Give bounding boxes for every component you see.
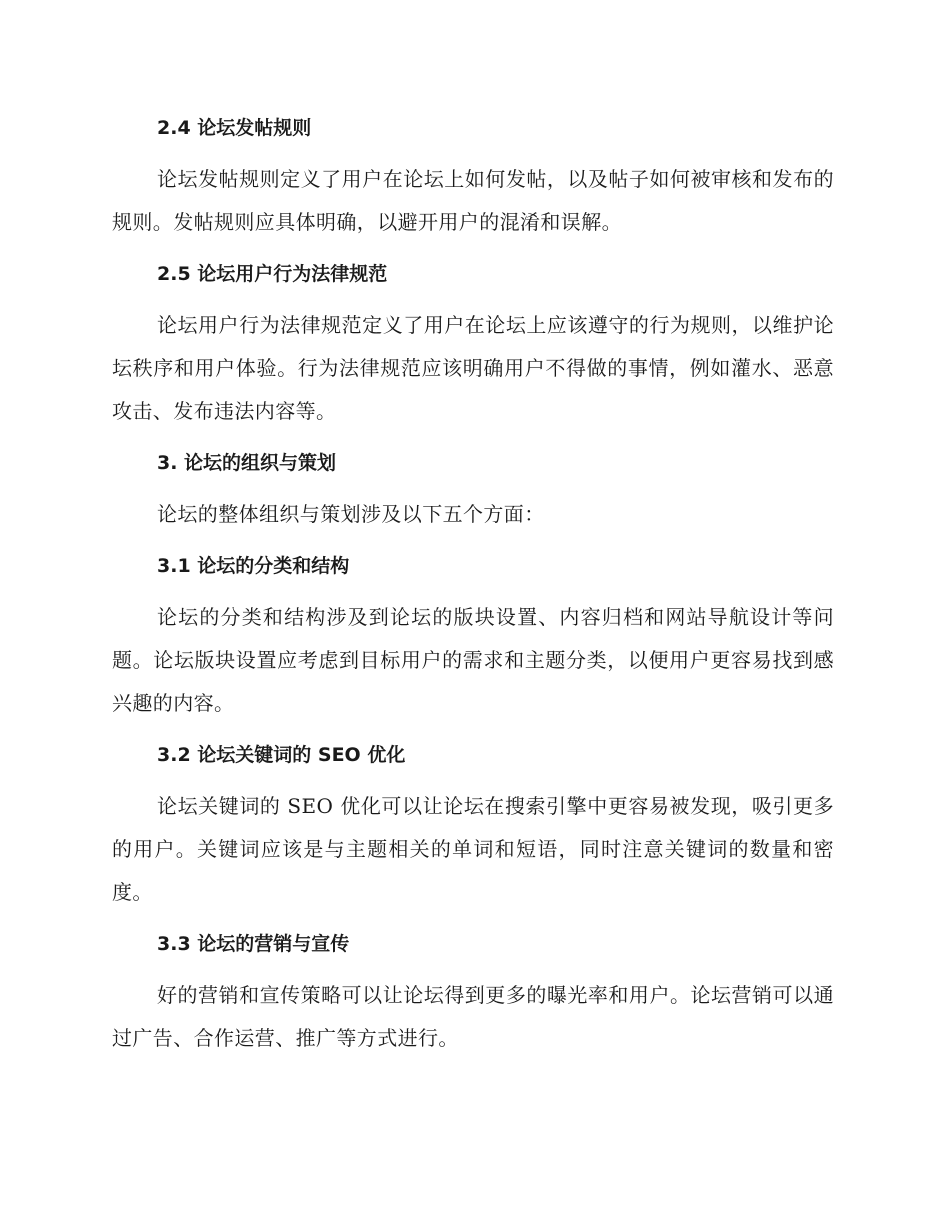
section-heading-2-5: 2.5 论坛用户行为法律规范: [157, 263, 388, 285]
section-paragraph-3-2: 论坛关键词的 SEO 优化可以让论坛在搜索引擎中更容易被发现，吸引更多的用户。关键词应该是与主题相关的单词和短语，同时注意关键词的数量和密度。: [112, 794, 834, 904]
section-paragraph-2-4: 论坛发帖规则定义了用户在论坛上如何发帖，以及帖子如何被审核和发布的规则。发帖规则应具体明确，以避开用户的混淆和误解。: [112, 167, 834, 234]
section-paragraph-3: 论坛的整体组织与策划涉及以下五个方面：: [157, 502, 545, 526]
section-heading-2-4: 2.4 论坛发帖规则: [157, 117, 312, 139]
section-heading-3-2: 3.2 论坛关键词的 SEO 优化: [157, 744, 406, 766]
section-heading-3: 3. 论坛的组织与策划: [157, 452, 337, 474]
section-heading-3-1: 3.1 论坛的分类和结构: [157, 555, 350, 577]
section-paragraph-2-5: 论坛用户行为法律规范定义了用户在论坛上应该遵守的行为规则，以维护论坛秩序和用户体验。行为法律规范应该明确用户不得做的事情，例如灌水、恶意攻击、发布违法内容等。: [112, 313, 834, 423]
document-body: [112, 110, 834, 1072]
section-paragraph-3-1: 论坛的分类和结构涉及到论坛的版块设置、内容归档和网站导航设计等问题。论坛版块设置应考虑到目标用户的需求和主题分类，以便用户更容易找到感兴趣的内容。: [112, 605, 834, 715]
section-heading-3-3: 3.3 论坛的营销与宣传: [157, 933, 350, 955]
section-paragraph-3-3: 好的营销和宣传策略可以让论坛得到更多的曝光率和用户。论坛营销可以通过广告、合作运营、推广等方式进行。: [112, 983, 834, 1050]
